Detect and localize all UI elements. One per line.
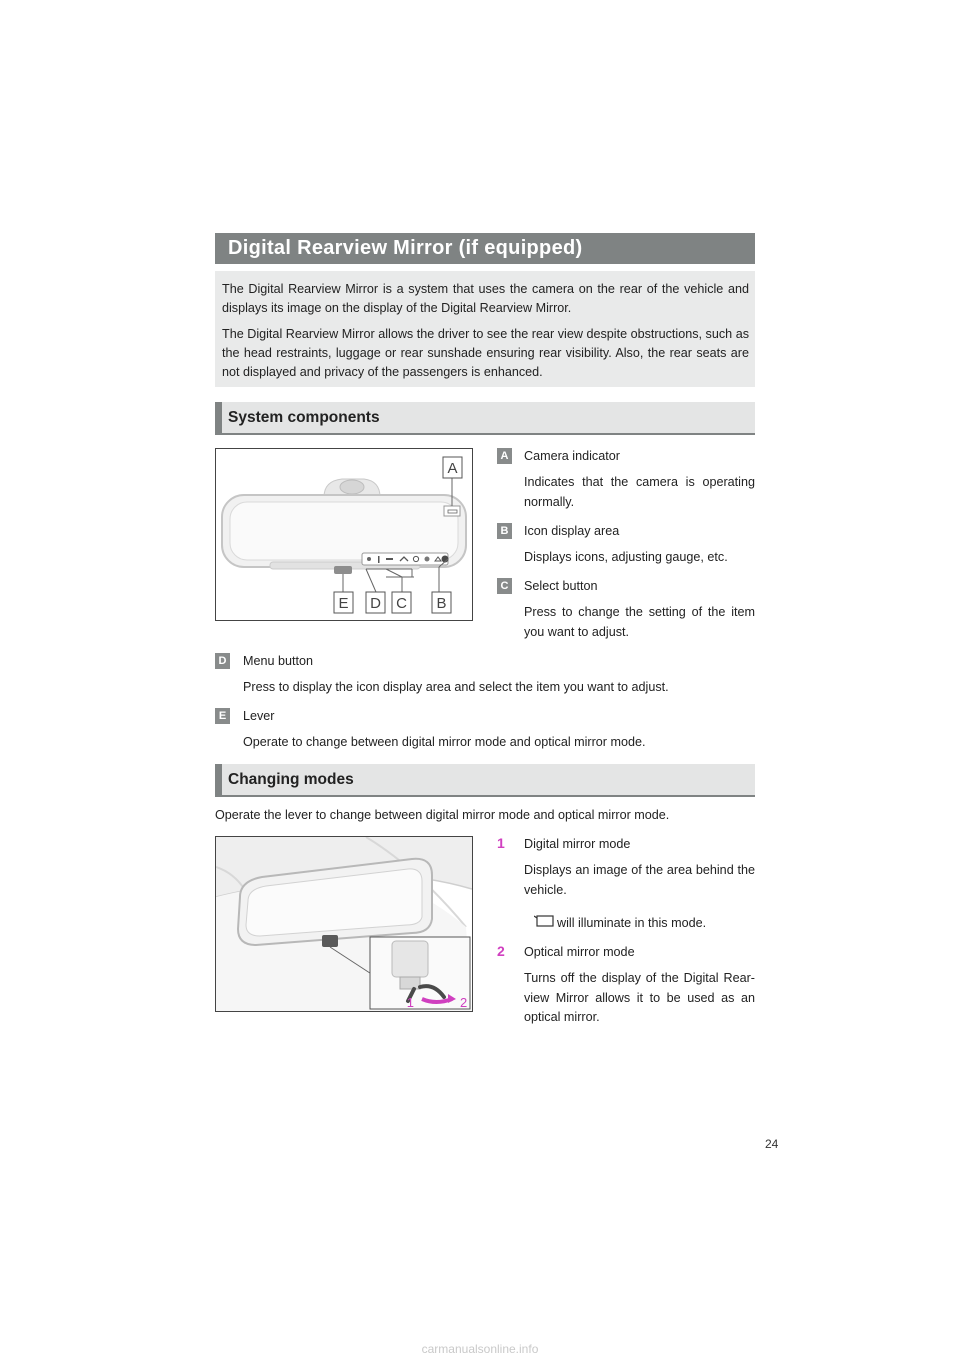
mirror-components-figure bbox=[215, 448, 473, 621]
section-heading-changing-modes: Changing modes bbox=[215, 764, 755, 797]
badge-b: B bbox=[497, 523, 512, 539]
item-c-title: Select button bbox=[524, 579, 598, 593]
item-a-title: Camera indicator bbox=[524, 449, 620, 463]
figure-callout-d: D bbox=[370, 595, 381, 612]
item-b-title: Icon display area bbox=[524, 524, 620, 538]
mode-lever-figure bbox=[215, 836, 473, 1012]
mode-2-desc: Turns off the display of the Digital Rear-view Mirror allows it to be used as an optical mirror. bbox=[524, 971, 755, 1024]
changing-modes-intro: Operate the lever to change between digital mirror mode and optical mirror mode. bbox=[215, 808, 670, 822]
item-a-desc: Indicates that the camera is operating normally. bbox=[524, 475, 755, 509]
page-title: Digital Rearview Mirror (if equipped) bbox=[215, 233, 755, 264]
item-d-title: Menu button bbox=[243, 654, 314, 668]
intro-paragraph-1: The Digital Rearview Mirror is a system that uses the camera on the rear of the vehicle and displays its image on the display of the Digital Rearview Mirror. bbox=[222, 282, 749, 315]
figure-callout-a: A bbox=[447, 460, 458, 477]
figure-label-2: 2 bbox=[460, 995, 468, 1010]
badge-c: C bbox=[497, 578, 512, 594]
camera-indicator-icon bbox=[534, 914, 554, 928]
item-e-title: Lever bbox=[243, 709, 275, 723]
badge-d: D bbox=[215, 653, 230, 669]
figure-callout-e: E bbox=[338, 595, 349, 612]
car-interior-illustration bbox=[216, 837, 472, 1011]
item-d-desc: Press to display the icon display area and select the item you want to adjust. bbox=[243, 680, 669, 694]
page-number: 24 bbox=[765, 1137, 779, 1151]
intro-box bbox=[215, 271, 755, 387]
footer-watermark: carmanualsonline.info bbox=[421, 1342, 539, 1356]
figure-callout-b: B bbox=[436, 595, 447, 612]
mode-1-desc: Displays an image of the area behind the vehicle. bbox=[524, 863, 755, 897]
item-c-desc: Press to change the setting of the item you want to adjust. bbox=[524, 605, 755, 639]
mode-1-note: will illuminate in this mode. bbox=[557, 916, 707, 930]
figure-callout-c: C bbox=[396, 595, 407, 612]
item-e-desc: Operate to change between digital mirror mode and optical mirror mode. bbox=[243, 735, 646, 749]
mode-1-title: Digital mirror mode bbox=[524, 837, 631, 851]
badge-e: E bbox=[215, 708, 230, 724]
mode-2-number: 2 bbox=[497, 943, 505, 959]
section-heading-system-components: System components bbox=[215, 402, 755, 435]
badge-a: A bbox=[497, 448, 512, 464]
item-b-desc: Displays icons, adjusting gauge, etc. bbox=[524, 550, 728, 564]
mode-1-number: 1 bbox=[497, 835, 505, 851]
figure-label-1: 1 bbox=[406, 995, 414, 1010]
mode-2-title: Optical mirror mode bbox=[524, 945, 635, 959]
intro-paragraph-2: The Digital Rearview Mirror allows the driver to see the rear view despite obstructions, such as the head restraints, luggage or rear sunshade ensuring rear visibility. Also, the rear seats are not displayed and privacy of the passengers is enhanced. bbox=[222, 327, 749, 379]
mirror-illustration bbox=[216, 449, 472, 620]
